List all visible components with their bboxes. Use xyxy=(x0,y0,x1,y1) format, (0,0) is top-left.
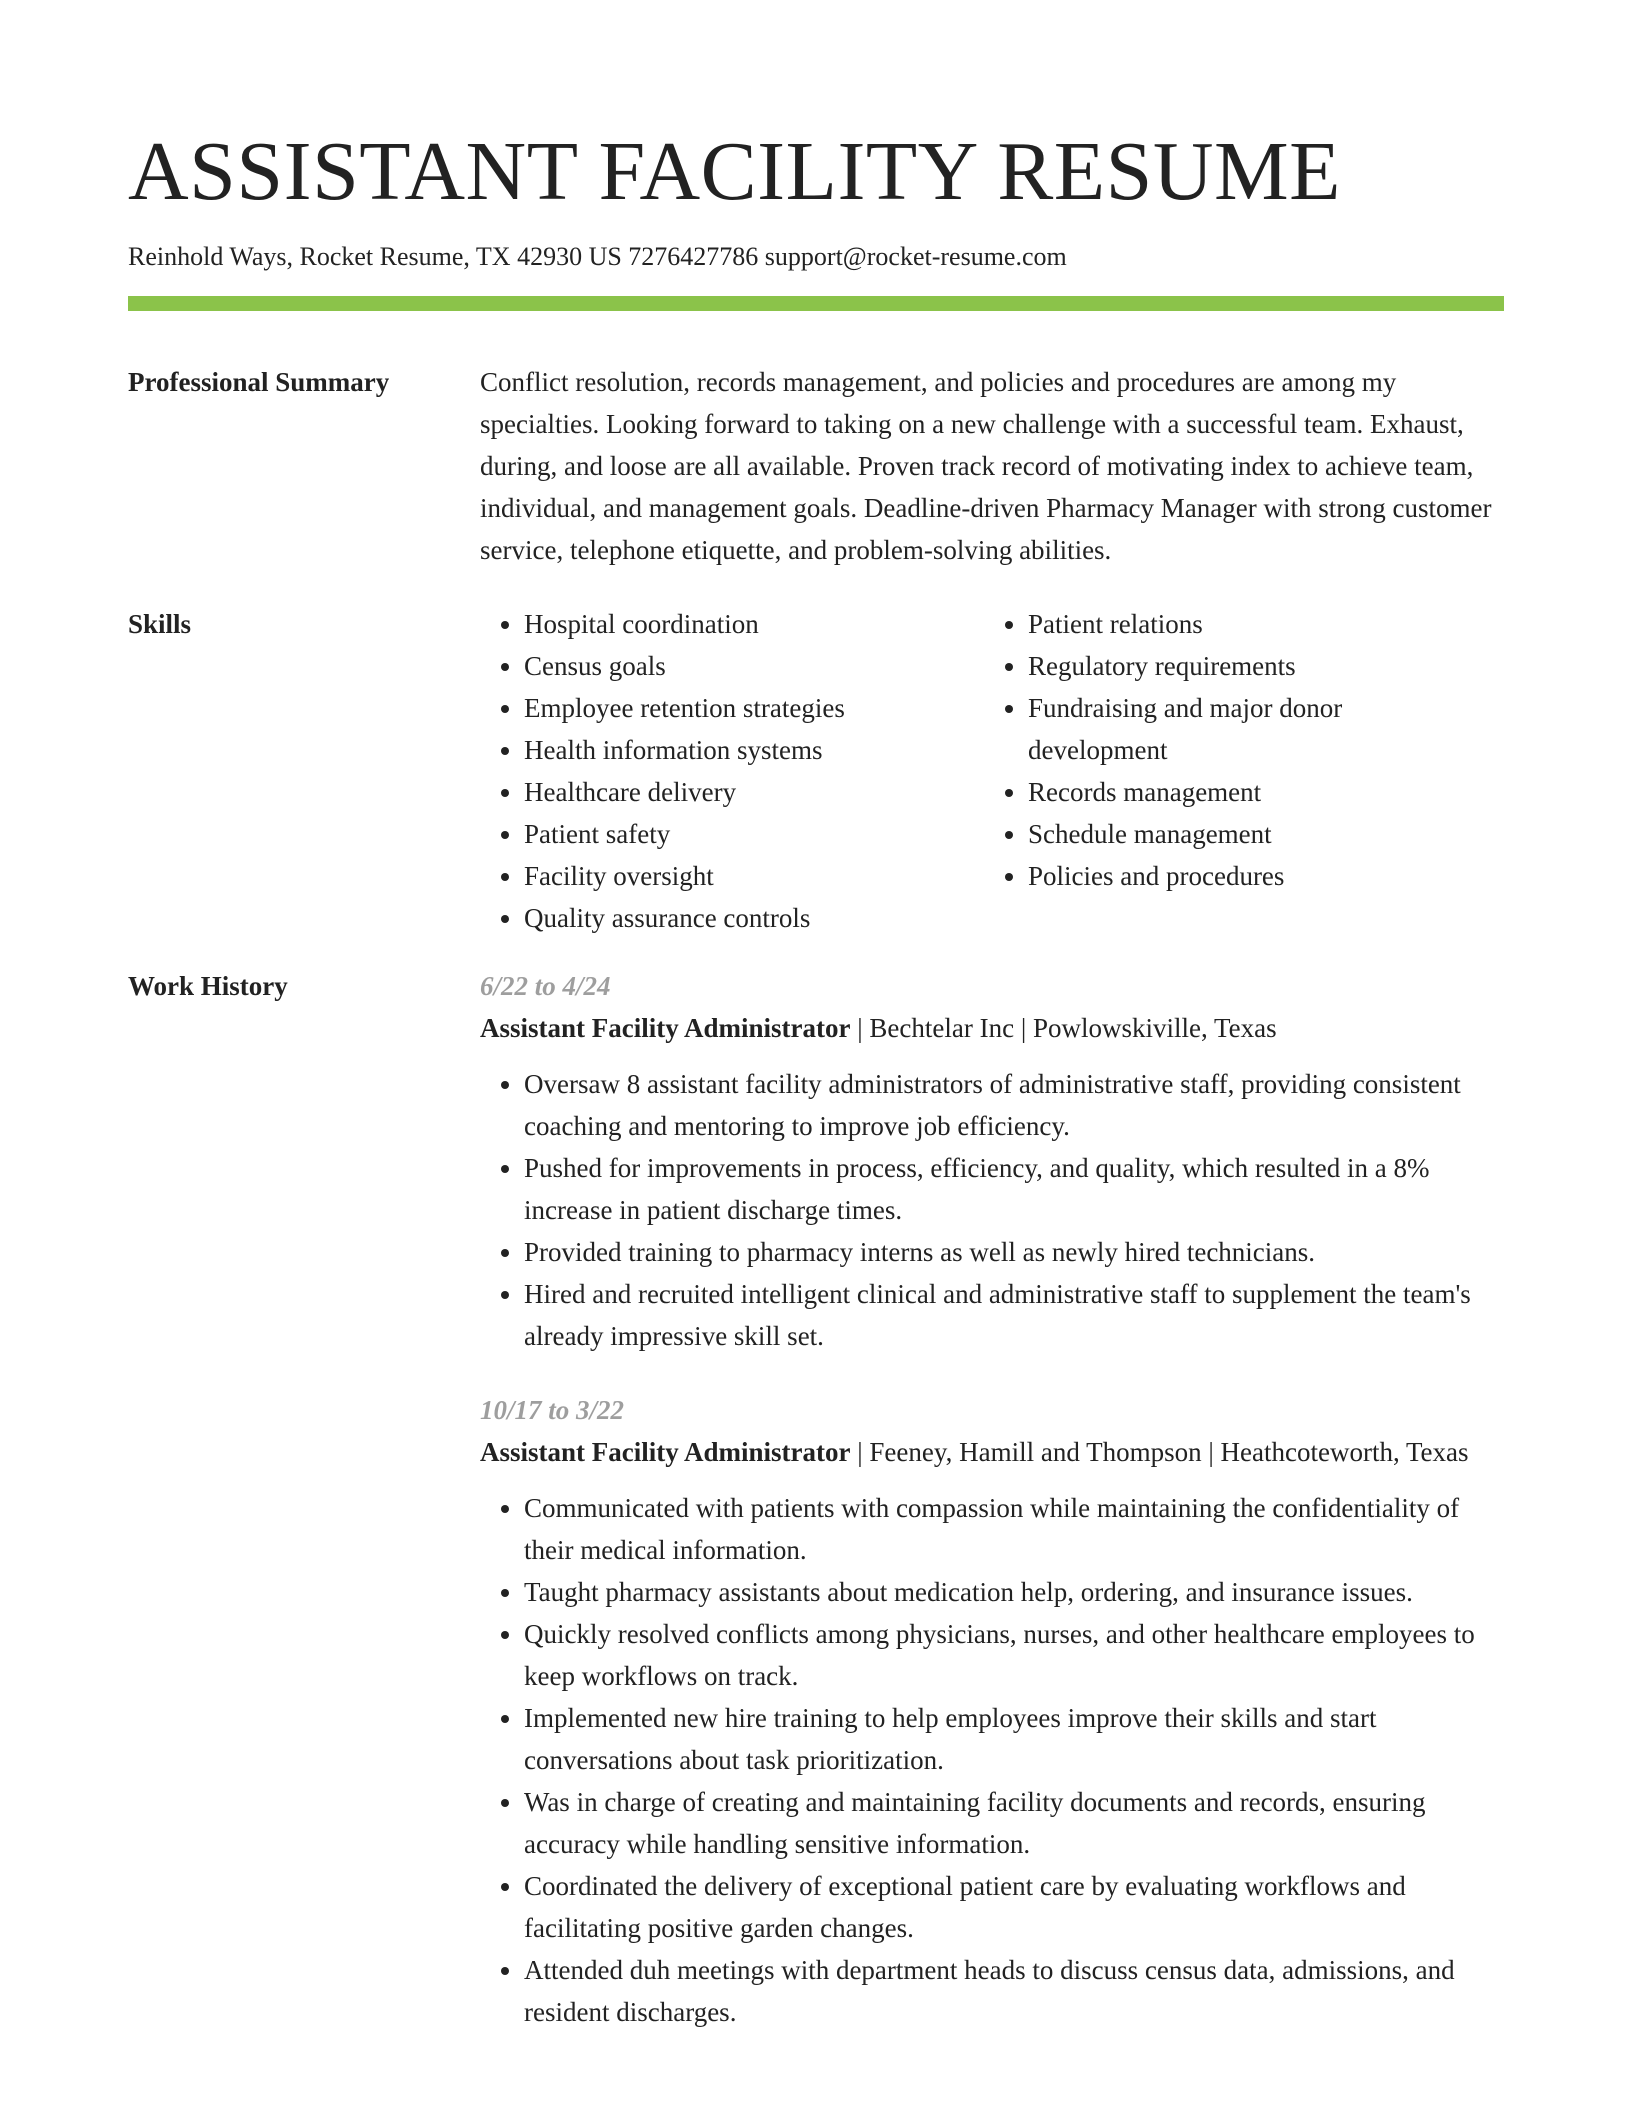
resume-page xyxy=(128,0,1504,2033)
skill-item: • Healthcare delivery xyxy=(524,771,984,813)
section-heading-summary: Professional Summary xyxy=(128,367,390,397)
skills-column-right xyxy=(984,603,1488,939)
skill-item: • Schedule management xyxy=(1028,813,1488,855)
job-bullet: • Hired and recruited intelligent clinical and administrative staff to supplement the team's already impressive skill set. xyxy=(524,1273,1504,1357)
skill-item: • Employee retention strategies xyxy=(524,687,984,729)
summary-text: Conflict resolution, records management, and policies and procedures are among my specialties. Looking forward to taking on a new challenge with a successful team. Exhaust, during, and loose are all available. Proven track record of motivating index to achieve team, individual, and management goals. Deadline-driven Pharmacy Manager with strong customer service, telephone etiquette, and problem-solving abilities. xyxy=(480,367,1492,565)
work-history-body xyxy=(480,965,1504,2033)
work-history-section xyxy=(128,965,1504,2033)
skill-item: • Regulatory requirements xyxy=(1028,645,1488,687)
job-dates: 6/22 to 4/24 xyxy=(480,971,611,1001)
job-company-location: | Feeney, Hamill and Thompson | Heathcoteworth, Texas xyxy=(850,1437,1469,1467)
skill-item: • Facility oversight xyxy=(524,855,984,897)
professional-summary-section xyxy=(128,361,1504,571)
section-heading-work-history: Work History xyxy=(128,971,288,1001)
job-bullet: • Quickly resolved conflicts among physicians, nurses, and other healthcare employees to keep workflows on track. xyxy=(524,1613,1504,1697)
skill-item: • Quality assurance controls xyxy=(524,897,984,939)
skill-item: • Patient safety xyxy=(524,813,984,855)
skill-item: • Records management xyxy=(1028,771,1488,813)
skills-section xyxy=(128,603,1504,939)
job-bullets xyxy=(480,1063,1504,1357)
skills-column-left xyxy=(480,603,984,939)
job-title: Assistant Facility Administrator xyxy=(480,1437,851,1467)
skill-item: • Policies and procedures xyxy=(1028,855,1488,897)
job-bullet: • Attended duh meetings with department heads to discuss census data, admissions, and resident discharges. xyxy=(524,1949,1504,2033)
job-bullet: • Provided training to pharmacy interns as well as newly hired technicians. xyxy=(524,1231,1504,1273)
job-bullet: • Pushed for improvements in process, efficiency, and quality, which resulted in a 8% increase in patient discharge times. xyxy=(524,1147,1504,1231)
skill-item: • Fundraising and major donor development xyxy=(1028,687,1488,771)
skill-item: • Patient relations xyxy=(1028,603,1488,645)
job-heading xyxy=(480,1431,1504,1473)
contact-line: Reinhold Ways, Rocket Resume, TX 42930 US 7276427786 support@rocket-resume.com xyxy=(128,242,1067,271)
job-bullet: • Was in charge of creating and maintaining facility documents and records, ensuring accuracy while handling sensitive information. xyxy=(524,1781,1504,1865)
skill-item: • Hospital coordination xyxy=(524,603,984,645)
job-heading xyxy=(480,1007,1504,1049)
job-title: Assistant Facility Administrator xyxy=(480,1013,851,1043)
job-bullet: • Oversaw 8 assistant facility administrators of administrative staff, providing consistent coaching and mentoring to improve job efficiency. xyxy=(524,1063,1504,1147)
accent-divider xyxy=(128,296,1504,311)
skills-columns xyxy=(480,603,1504,939)
job-company-location: | Bechtelar Inc | Powlowskiville, Texas xyxy=(850,1013,1277,1043)
job-bullet: • Taught pharmacy assistants about medication help, ordering, and insurance issues. xyxy=(524,1571,1504,1613)
job-entry xyxy=(480,965,1504,1357)
skill-item: • Health information systems xyxy=(524,729,984,771)
job-bullets xyxy=(480,1487,1504,2033)
job-bullet: • Communicated with patients with compassion while maintaining the confidentiality of their medical information. xyxy=(524,1487,1504,1571)
job-entry xyxy=(480,1389,1504,2033)
job-bullet: • Implemented new hire training to help employees improve their skills and start conversations about task prioritization. xyxy=(524,1697,1504,1781)
job-bullet: • Coordinated the delivery of exceptional patient care by evaluating workflows and facilitating positive garden changes. xyxy=(524,1865,1504,1949)
job-dates: 10/17 to 3/22 xyxy=(480,1395,625,1425)
section-heading-skills: Skills xyxy=(128,609,192,639)
resume-title: ASSISTANT FACILITY RESUME xyxy=(128,125,1341,218)
skill-item: • Census goals xyxy=(524,645,984,687)
